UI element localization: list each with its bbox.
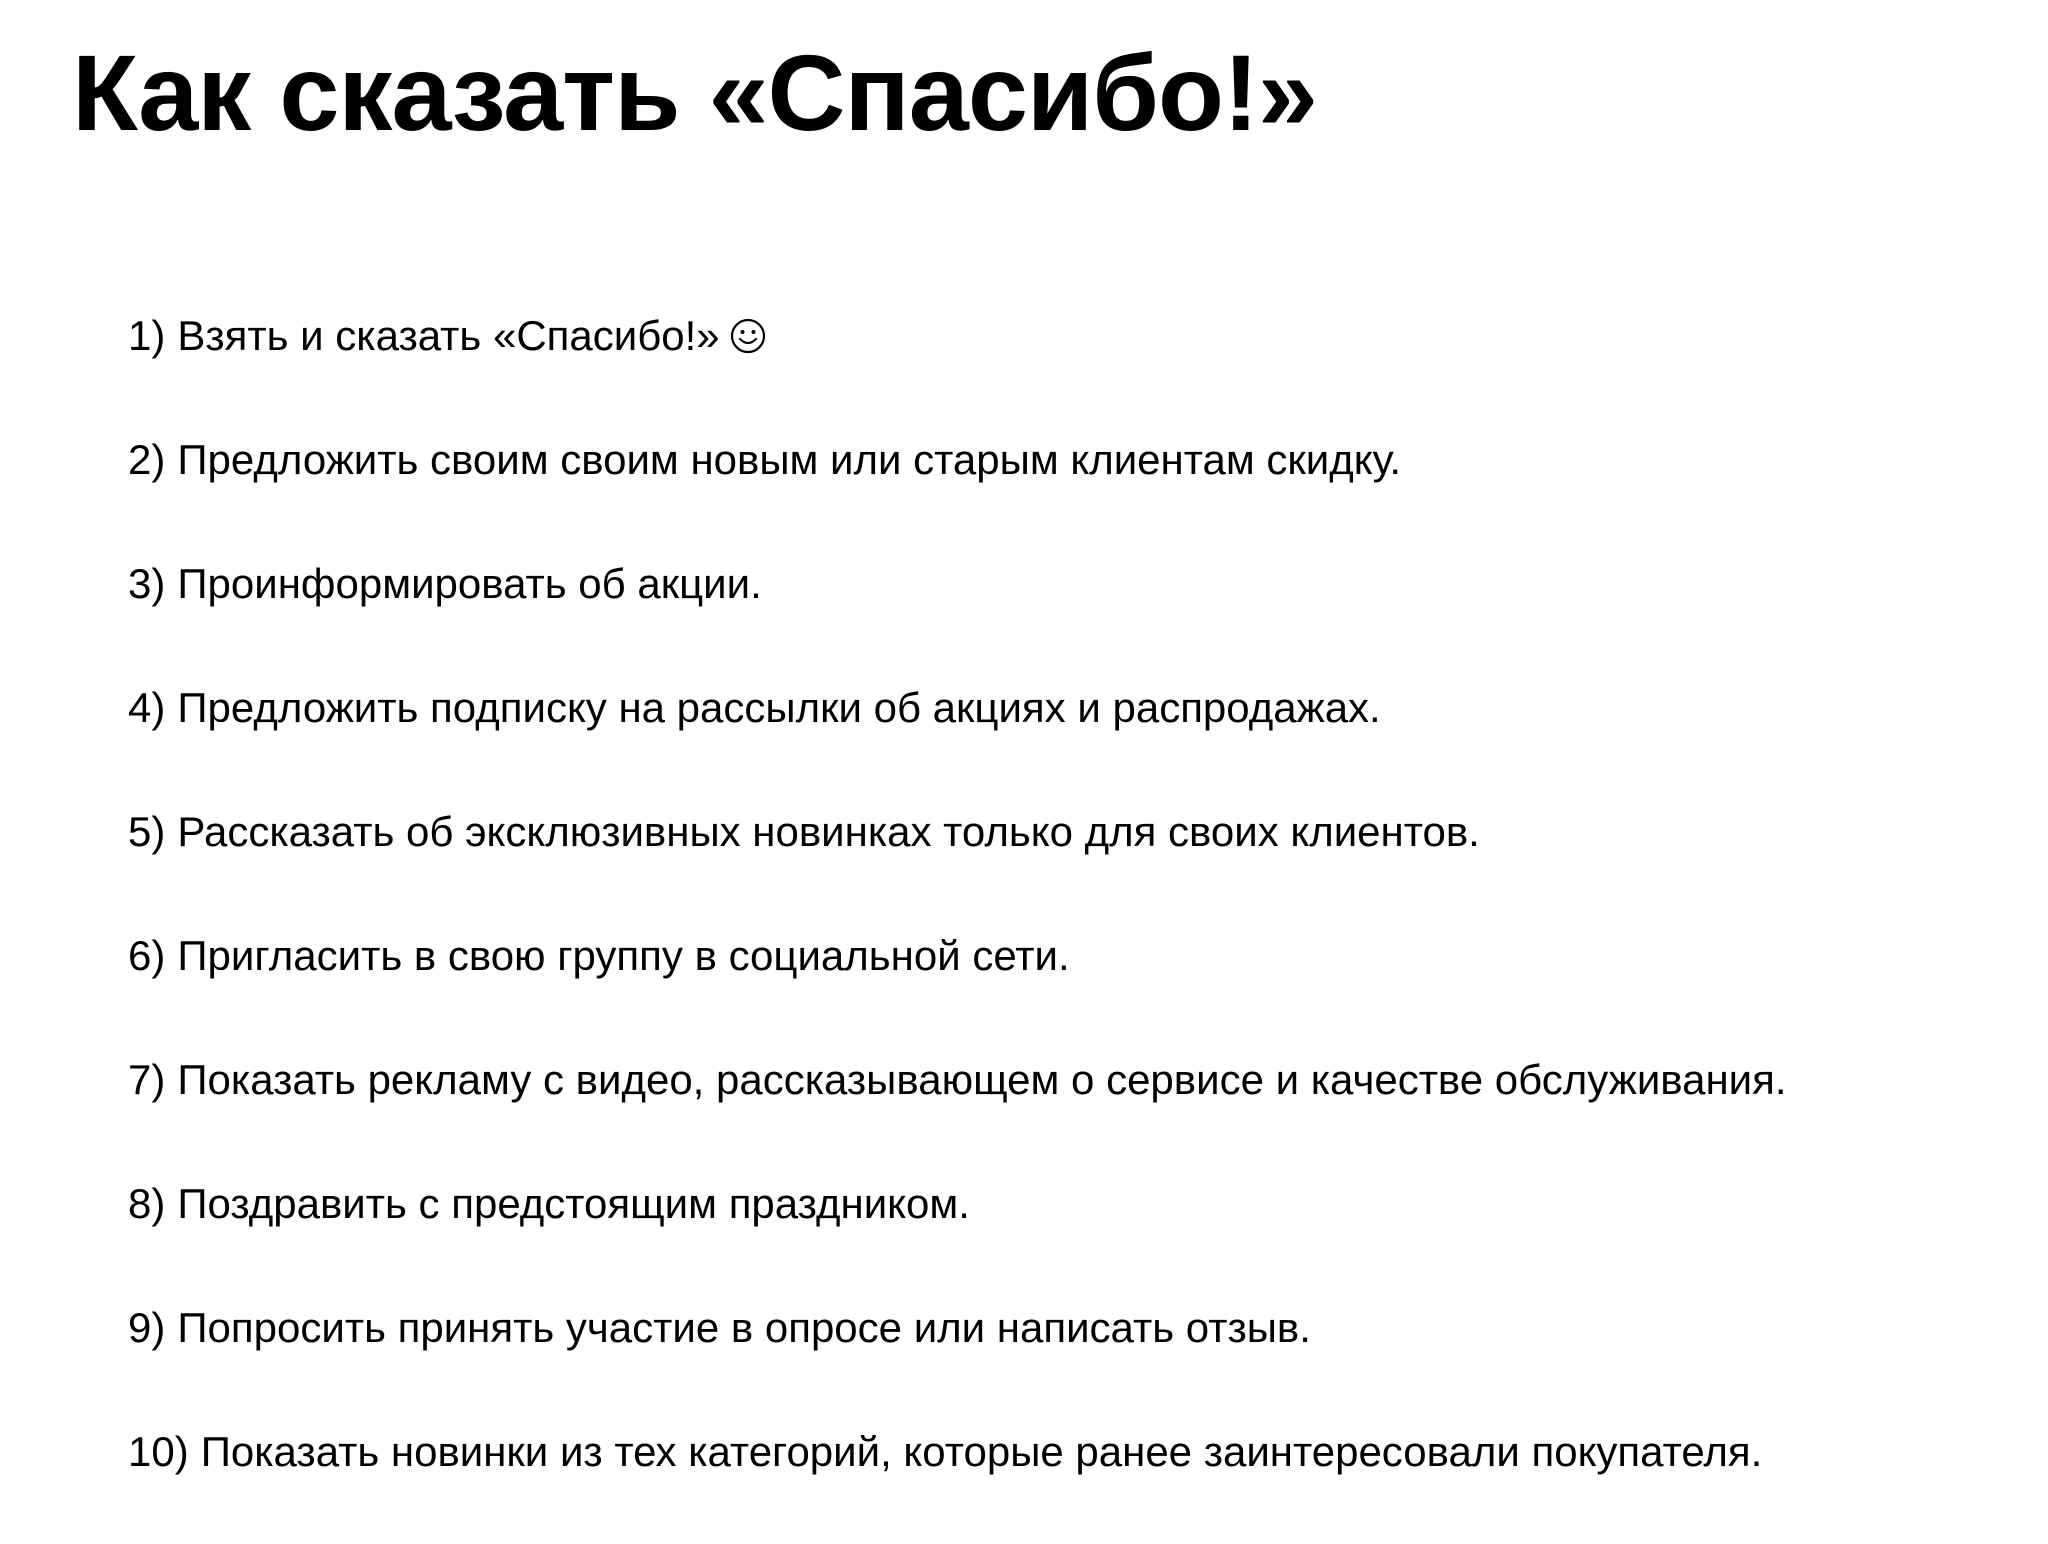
item-number: 6) [128,932,166,979]
item-text: Взять и сказать «Спасибо!» [177,312,720,359]
item-number: 2) [128,436,166,483]
item-text: Пригласить в свою группу в социальной сети. [177,932,1070,979]
item-text: Проинформировать об акции. [177,560,762,607]
list-item [128,924,1787,1048]
item-number: 4) [128,684,166,731]
item-number: 5) [128,808,166,855]
list-item [128,552,1787,676]
item-text: Рассказать об эксклюзивных новинках только для своих клиентов. [177,808,1480,855]
item-text: Показать новинки из тех категорий, которые ранее заинтересовали покупателя. [200,1428,1763,1475]
list-item [128,1172,1787,1296]
item-number: 10) [128,1428,189,1475]
item-list [128,304,1787,1544]
list-item [128,1296,1787,1420]
item-text: Попросить принять участие в опросе или написать отзыв. [177,1304,1311,1351]
list-item [128,676,1787,800]
item-number: 1) [128,312,166,359]
item-number: 7) [128,1056,166,1103]
slide-title: Как сказать «Спасибо!» [72,32,1317,153]
list-item [128,1048,1787,1172]
list-item [128,428,1787,552]
smiley-icon [730,318,766,354]
list-item [128,304,1787,428]
item-number: 9) [128,1304,166,1351]
item-number: 8) [128,1180,166,1227]
item-text: Показать рекламу с видео, рассказывающем о сервисе и качестве обслуживания. [177,1056,1787,1103]
item-text: Поздравить с предстоящим праздником. [177,1180,970,1227]
list-item [128,1420,1787,1544]
item-text: Предложить подписку на рассылки об акциях и распродажах. [177,684,1381,731]
item-text: Предложить своим своим новым или старым клиентам скидку. [177,436,1402,483]
list-item [128,800,1787,924]
item-number: 3) [128,560,166,607]
